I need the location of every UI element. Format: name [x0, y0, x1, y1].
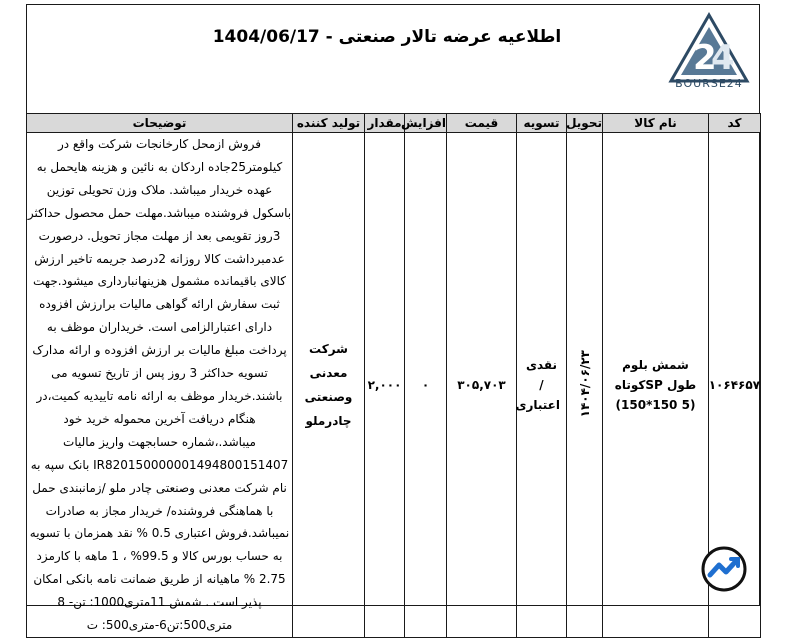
svg-text:4: 4	[711, 38, 735, 78]
table-row	[27, 133, 761, 638]
header-price: قیمت	[447, 114, 517, 133]
announcement-frame	[26, 4, 760, 633]
cell-delivery: ۱۴۰۴/۰۶/۲۳	[577, 349, 592, 418]
header-delivery: تحویل	[567, 114, 603, 133]
header-code: کد	[709, 114, 761, 133]
header	[27, 5, 759, 113]
offer-table	[26, 113, 761, 638]
logo-text: BOURSE24	[675, 77, 743, 90]
cell-quantity: ۲,۰۰۰	[365, 133, 405, 638]
header-quantity: مقدار	[365, 114, 405, 133]
cell-increase: ۰	[405, 133, 447, 638]
cell-description: فروش ازمحل کارخانجات شرکت واقع در کیلومتر25جاده اردکان به نائین و هزینه هایحمل به عهده خریدار میباشد. ملاک وزن تحویلی توزین باسکول فروشنده میباشد.مهلت حمل محصول حداکثر 3روز تقویمی بعد از مهلت مجاز تحویل. درصورت عدمبرداشت کالا روزانه 2درصد جریمه تاخیر ارزش کالای باقیمانده مشمول هزینهانبارداری میشود.جهت ثبت سفارش ارائه گواهی مالیات برارزش افزوده دارای اعتبارالزامی است. خریداران موظف به پرداخت مبلغ مالیات بر ارزش افزوده و ارائه مدارک تسویه حداکثر 3 روز پس از تاریخ تسویه می باشند.خریدار موظف به ارائه نامه تاییدیه کمیت،در هنگام دریافت آخرین محموله خرید خود میباشد.،شماره حسابجهت واریز مالیات IR820150000001494800151407 بانک سپه به نام شرکت معدنی وصنعتی چادر ملو /زمانبندی حمل با هماهنگی فروشنده/ خریدار مجاز به صادرات نمیباشد.فروش اعتباری 0.5 % نقد همزمان با تسویه به حساب بورس کالا و 99.5% ، 1 ماهه با کارمزد 2.75 % ماهیانه از طریق ضمانت نامه بانکی امکان پذیر است . شمش 11متری1000: تن- 8 متری500:تن6-متری500: ت	[27, 133, 293, 638]
header-producer: تولید کننده	[293, 114, 365, 133]
cell-settlement: نقدی / اعتباری	[517, 133, 567, 638]
header-increase: افزایش	[405, 114, 447, 133]
svg-text:2: 2	[693, 38, 717, 78]
cell-price: ۳۰۵,۷۰۳	[447, 133, 517, 638]
cell-producer: شرکت معدنی وصنعتی چادرملو	[293, 133, 365, 638]
page-title: اطلاعیه عرضه تالار صنعتی - 1404/06/17	[212, 27, 562, 47]
cell-product: شمش بلوم طول SPکوتاه (5 150*150)	[603, 133, 709, 638]
header-description: توضیحات	[27, 114, 293, 133]
header-product: نام کالا	[603, 114, 709, 133]
header-settlement: تسویه	[517, 114, 567, 133]
trend-arrow-icon	[701, 546, 747, 592]
table-header-row	[27, 114, 761, 133]
cell-delivery-wrap	[567, 133, 603, 638]
cell-code: ۱۰۶۴۶۵۷	[709, 133, 761, 638]
